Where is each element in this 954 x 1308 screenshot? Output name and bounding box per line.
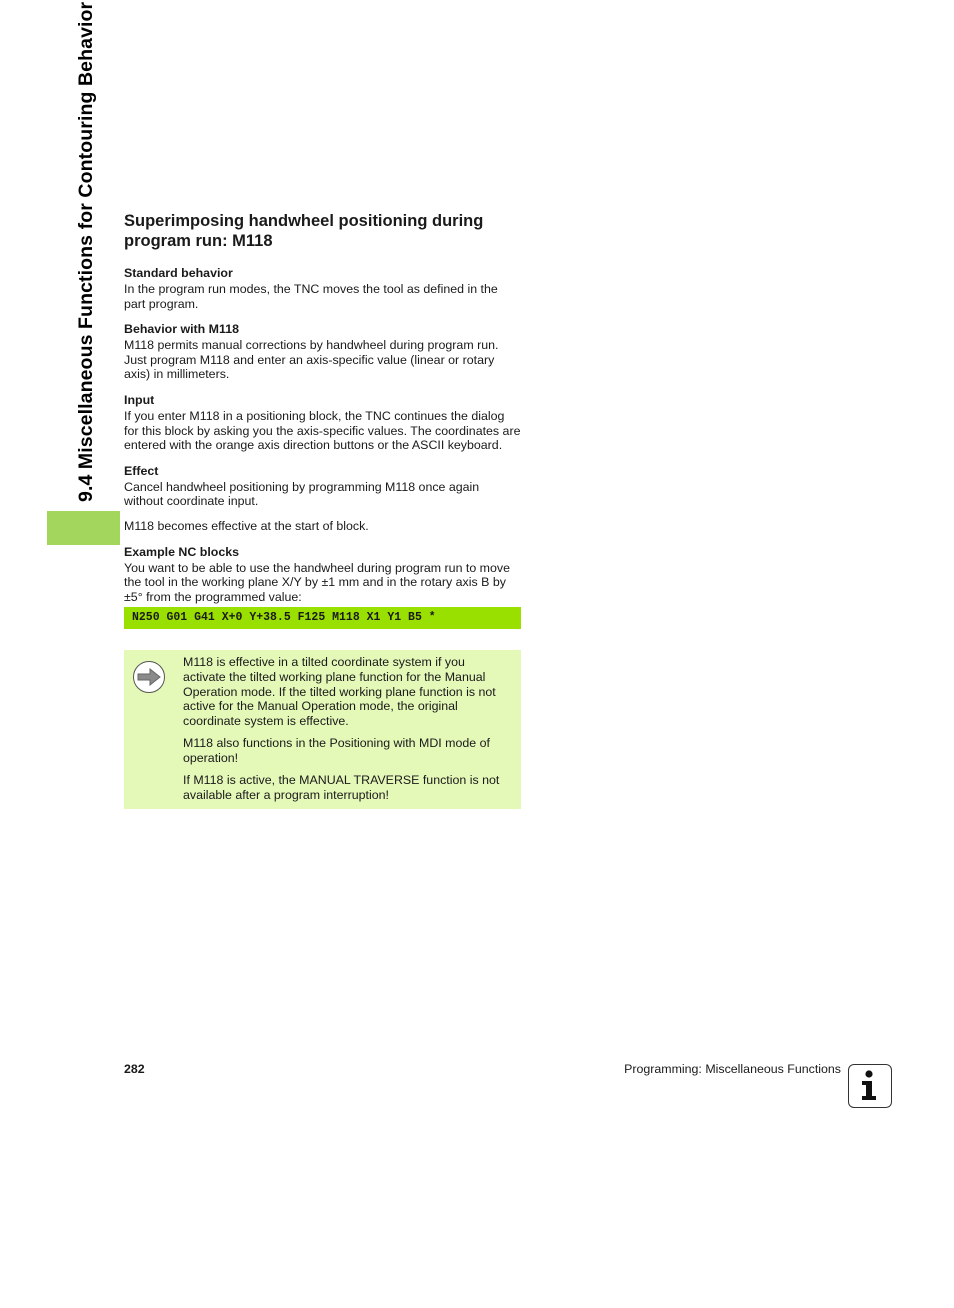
note-paragraph: M118 is effective in a tilted coordinate system if you activate the tilted working plane function for the Manual Operation mode. If the tilted working plane function is not active for the Manual Operation mode, the original coordinate system is effective.: [183, 655, 496, 728]
block-paragraph: M118 becomes effective at the start of block.: [124, 518, 369, 533]
note-paragraph: If M118 is active, the MANUAL TRAVERSE function is not available after a program interruption!: [183, 773, 500, 803]
block-paragraph: In the program run modes, the TNC moves the tool as defined in the part program.: [124, 282, 498, 311]
block-paragraph: If you enter M118 in a positioning block, the TNC continues the dialog for this block by asking you the axis-specific values. The coordinates are entered with the orange axis direction buttons or the ASCII keyboard.: [124, 408, 521, 453]
page-number: 282: [124, 1062, 145, 1076]
arrow-right-icon: [133, 661, 165, 693]
block-heading: Input: [124, 392, 155, 407]
footer-chapter: Programming: Miscellaneous Functions: [624, 1062, 841, 1076]
block-behavior-m118: [124, 321, 521, 382]
section-title: Superimposing handwheel positioning during program run: M118: [124, 212, 484, 250]
chapter-tab: [47, 511, 120, 545]
block-example: [124, 544, 521, 605]
note-box: [124, 650, 521, 808]
block-paragraph: You want to be able to use the handwheel during program run to move the tool in the working plane X/Y by ±1 mm and in the rotary axis B by ±5° from the programmed value:: [124, 560, 510, 604]
block-paragraph: Cancel handwheel positioning by programming M118 once again without coordinate input.: [124, 479, 480, 509]
block-heading: Effect: [124, 463, 159, 478]
block-heading: Standard behavior: [124, 266, 233, 280]
nc-code-block: N250 G01 G41 X+0 Y+38.5 F125 M118 X1 Y1 B5 *: [124, 607, 521, 629]
block-paragraph: M118 permits manual corrections by handwheel during program run. Just program M118 and enter an axis-specific value (linear or rotary axis) in millimeters.: [124, 338, 499, 382]
block-heading: Example NC blocks: [124, 544, 240, 559]
info-icon: [848, 1064, 892, 1108]
block-heading: Behavior with M118: [124, 322, 239, 337]
chapter-title: 9.4 Miscellaneous Functions for Contouring Behavior: [75, 1, 97, 502]
main-content: [124, 211, 521, 809]
block-standard-behavior: [124, 265, 521, 311]
block-input: [124, 392, 521, 453]
note-paragraph: M118 also functions in the Positioning with MDI mode of operation!: [183, 736, 490, 765]
block-effect: [124, 463, 521, 534]
